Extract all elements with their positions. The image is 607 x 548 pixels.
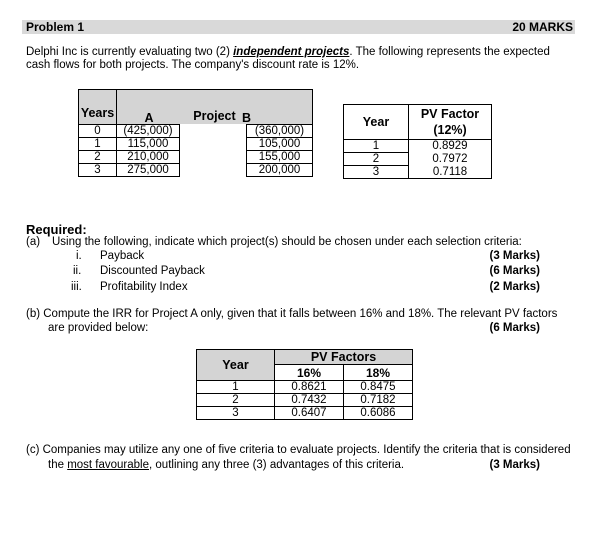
irr-16-cell: 0.6407: [275, 407, 344, 420]
table-row: [197, 407, 413, 420]
part-b-marks: (6 Marks): [489, 322, 540, 334]
item-marks: (2 Marks): [489, 281, 540, 293]
table-row: [344, 153, 492, 166]
cashflow-b-cell: 155,000: [247, 151, 313, 164]
item-number: i.: [76, 250, 82, 262]
irr-18-cell: 0.7182: [344, 394, 413, 407]
year-cell: 1: [79, 138, 117, 151]
intro-after: . The following represents the expected cash flows for both projects. The company's discount rate is 12%.: [26, 46, 550, 71]
cashflow-a-cell: 210,000: [117, 151, 180, 164]
pv-year-cell: 2: [344, 153, 409, 166]
problem-title: Problem 1: [26, 20, 85, 34]
irr-year-cell: 3: [197, 407, 275, 420]
intro-emphasis: independent projects: [233, 46, 350, 58]
table-row: [197, 381, 413, 394]
part-b-text-2: are provided below:: [48, 322, 149, 334]
table-row: [79, 164, 313, 177]
pv-factor-header: [409, 105, 492, 140]
pv-year-cell: 1: [344, 140, 409, 153]
pv-year-header: Year: [344, 105, 409, 140]
pv-factor-cell: 0.7118: [409, 166, 492, 179]
pv-factor-header-line1: PV Factor: [420, 107, 480, 121]
cashflow-b-cell: (360,000): [247, 125, 313, 138]
pv-year-cell: 3: [344, 166, 409, 179]
table-row: [79, 151, 313, 164]
item-text: Payback: [100, 250, 145, 262]
part-a-label: (a): [26, 236, 41, 248]
irr-col-16-header: 16%: [275, 365, 344, 381]
item-number: ii.: [73, 265, 82, 277]
irr-col-18-header: 18%: [344, 365, 413, 381]
project-cashflow-table: [78, 89, 313, 177]
part-a-text: Using the following, indicate which project(s) should be chosen under each selection criteria:: [52, 236, 522, 248]
table-row: [344, 140, 492, 153]
cashflow-a-cell: 275,000: [117, 164, 180, 177]
part-c-before: the: [48, 459, 68, 471]
problem-marks: 20 MARKS: [512, 20, 573, 34]
irr-16-cell: 0.8621: [275, 381, 344, 394]
irr-year-header: Year: [197, 350, 275, 381]
part-c-after: , outlining any three (3) advantages of this criteria.: [149, 459, 405, 471]
table-row: [344, 166, 492, 179]
irr-year-cell: 2: [197, 394, 275, 407]
cashflow-b-cell: 105,000: [247, 138, 313, 151]
required-heading: Required:: [26, 222, 87, 237]
intro-paragraph: [26, 46, 576, 72]
year-cell: 2: [79, 151, 117, 164]
part-c-text-2: [48, 459, 404, 471]
part-b-text-1: (b) Compute the IRR for Project A only, given that it falls between 16% and 18%. The relevant PV factors: [26, 308, 558, 320]
intro-before: Delphi Inc is currently evaluating two (2): [26, 46, 234, 58]
pv-factor-header-line2: (12%): [433, 123, 467, 137]
irr-18-cell: 0.8475: [344, 381, 413, 394]
project-header: [117, 90, 313, 125]
header-bar: [22, 20, 575, 34]
year-cell: 3: [79, 164, 117, 177]
part-c-marks: (3 Marks): [489, 459, 540, 471]
col-b-header: B: [241, 111, 252, 125]
pv-factor-table: [343, 104, 492, 179]
item-marks: (6 Marks): [489, 265, 540, 277]
table-row: [79, 138, 313, 151]
part-c-underline: most favourable: [67, 459, 150, 471]
table-row: [197, 394, 413, 407]
cashflow-a-cell: 115,000: [117, 138, 180, 151]
irr-18-cell: 0.6086: [344, 407, 413, 420]
pv-factor-cell: 0.8929: [409, 140, 492, 153]
irr-16-cell: 0.7432: [275, 394, 344, 407]
years-header: Years: [79, 90, 117, 125]
irr-year-cell: 1: [197, 381, 275, 394]
project-header-label: Project: [193, 109, 236, 123]
col-a-header: A: [144, 111, 154, 125]
pv-factor-cell: 0.7972: [409, 153, 492, 166]
item-text: Profitability Index: [100, 281, 188, 293]
item-text: Discounted Payback: [100, 265, 205, 277]
irr-pv-header: PV Factors: [275, 350, 413, 365]
table-row: [79, 125, 313, 138]
irr-pv-factors-table: [196, 349, 413, 420]
item-number: iii.: [71, 281, 82, 293]
item-marks: (3 Marks): [489, 250, 540, 262]
cashflow-b-cell: 200,000: [247, 164, 313, 177]
cashflow-a-cell: (425,000): [117, 125, 180, 138]
part-c-text-1: (c) Companies may utilize any one of five criteria to evaluate projects. Identify the criteria that is considered: [26, 444, 571, 456]
year-cell: 0: [79, 125, 117, 138]
